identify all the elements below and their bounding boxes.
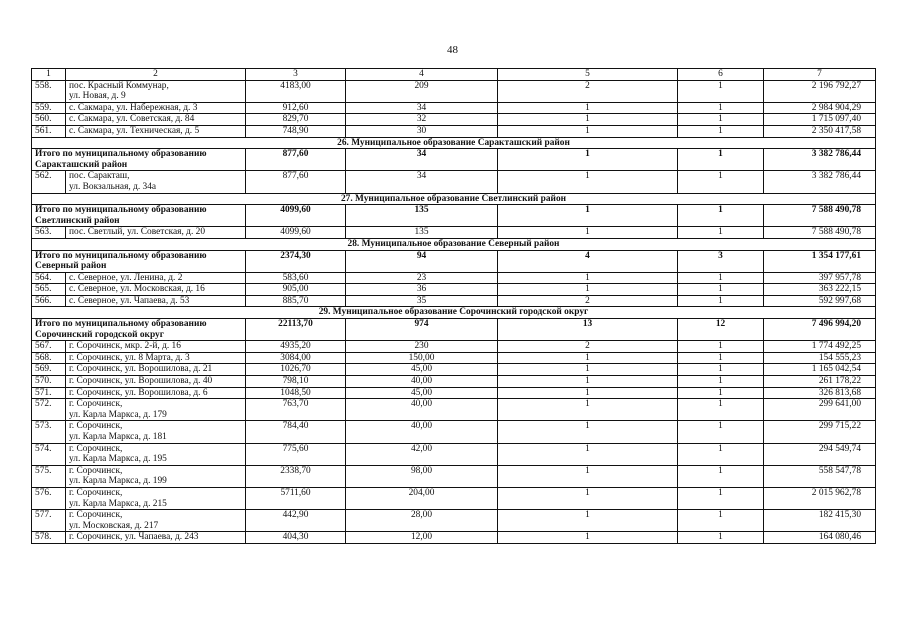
cell-amount: 3 382 786,44 xyxy=(764,149,876,171)
cell-area: 877,60 xyxy=(246,149,346,171)
cell-col4: 12,00 xyxy=(346,532,498,544)
header-cell-1: 1 xyxy=(32,69,66,81)
cell-amount: 1 354 177,61 xyxy=(764,250,876,272)
cell-area: 5711,60 xyxy=(246,487,346,509)
cell-amount: 182 415,30 xyxy=(764,510,876,532)
cell-number: 573. xyxy=(32,421,66,443)
header-cell-6: 6 xyxy=(678,69,764,81)
cell-number: 566. xyxy=(32,295,66,307)
cell-amount: 3 382 786,44 xyxy=(764,171,876,193)
cell-area: 877,60 xyxy=(246,171,346,193)
cell-amount: 1 715 097,40 xyxy=(764,114,876,126)
table-row xyxy=(32,171,876,193)
section-title: 28. Муниципальное образование Северный район xyxy=(32,238,876,250)
cell-col6: 1 xyxy=(678,149,764,171)
cell-number: 560. xyxy=(32,114,66,126)
cell-col6: 1 xyxy=(678,227,764,239)
cell-col4: 34 xyxy=(346,102,498,114)
cell-amount: 294 549,74 xyxy=(764,443,876,465)
table-row xyxy=(32,102,876,114)
cell-area: 2338,70 xyxy=(246,465,346,487)
cell-col6: 1 xyxy=(678,341,764,353)
cell-col5: 1 xyxy=(498,443,678,465)
cell-col5: 2 xyxy=(498,80,678,102)
cell-col6: 1 xyxy=(678,102,764,114)
cell-col6: 1 xyxy=(678,376,764,388)
cell-col5: 1 xyxy=(498,125,678,137)
header-cell-4: 4 xyxy=(346,69,498,81)
cell-col6: 1 xyxy=(678,352,764,364)
cell-area: 442,90 xyxy=(246,510,346,532)
cell-address: г. Сорочинск, ул. Московская, д. 217 xyxy=(66,510,246,532)
cell-col4: 42,00 xyxy=(346,443,498,465)
cell-col4: 34 xyxy=(346,171,498,193)
cell-col6: 12 xyxy=(678,319,764,341)
cell-col6: 1 xyxy=(678,387,764,399)
cell-address: с. Сакмара, ул. Советская, д. 84 xyxy=(66,114,246,126)
cell-amount: 2 350 417,58 xyxy=(764,125,876,137)
cell-area: 4099,60 xyxy=(246,227,346,239)
cell-area: 4183,00 xyxy=(246,80,346,102)
cell-number: 572. xyxy=(32,399,66,421)
cell-col6: 1 xyxy=(678,399,764,421)
cell-address: г. Сорочинск, ул. Ворошилова, д. 21 xyxy=(66,364,246,376)
table-row xyxy=(32,80,876,102)
total-row xyxy=(32,149,876,171)
cell-area: 763,70 xyxy=(246,399,346,421)
cell-col6: 1 xyxy=(678,295,764,307)
total-label: Итого по муниципальному образованию Саракташский район xyxy=(32,149,246,171)
cell-col5: 1 xyxy=(498,465,678,487)
cell-address: г. Сорочинск, мкр. 2-й, д. 16 xyxy=(66,341,246,353)
cell-col5: 1 xyxy=(498,487,678,509)
cell-number: 558. xyxy=(32,80,66,102)
cell-area: 404,30 xyxy=(246,532,346,544)
cell-number: 575. xyxy=(32,465,66,487)
cell-col5: 1 xyxy=(498,387,678,399)
cell-area: 885,70 xyxy=(246,295,346,307)
cell-address: г. Сорочинск, ул. Карла Маркса, д. 179 xyxy=(66,399,246,421)
cell-col6: 1 xyxy=(678,80,764,102)
section-title: 26. Муниципальное образование Саракташский район xyxy=(32,137,876,149)
cell-address: г. Сорочинск, ул. Карла Маркса, д. 181 xyxy=(66,421,246,443)
header-cell-7: 7 xyxy=(764,69,876,81)
cell-col4: 94 xyxy=(346,250,498,272)
cell-amount: 261 178,22 xyxy=(764,376,876,388)
cell-col4: 36 xyxy=(346,284,498,296)
cell-number: 564. xyxy=(32,272,66,284)
cell-amount: 1 165 042,54 xyxy=(764,364,876,376)
cell-col4: 40,00 xyxy=(346,376,498,388)
cell-address: г. Сорочинск, ул. 8 Марта, д. 3 xyxy=(66,352,246,364)
cell-number: 563. xyxy=(32,227,66,239)
cell-col5: 2 xyxy=(498,341,678,353)
cell-number: 559. xyxy=(32,102,66,114)
cell-col4: 23 xyxy=(346,272,498,284)
cell-address: пос. Красный Коммунар, ул. Новая, д. 9 xyxy=(66,80,246,102)
table-row xyxy=(32,125,876,137)
cell-number: 562. xyxy=(32,171,66,193)
cell-area: 2374,30 xyxy=(246,250,346,272)
table-row xyxy=(32,421,876,443)
cell-col5: 1 xyxy=(498,399,678,421)
cell-col4: 150,00 xyxy=(346,352,498,364)
cell-area: 912,60 xyxy=(246,102,346,114)
cell-col4: 30 xyxy=(346,125,498,137)
cell-number: 565. xyxy=(32,284,66,296)
cell-col6: 1 xyxy=(678,421,764,443)
cell-area: 1026,70 xyxy=(246,364,346,376)
cell-address: г. Сорочинск, ул. Ворошилова, д. 40 xyxy=(66,376,246,388)
cell-col6: 1 xyxy=(678,114,764,126)
cell-col6: 1 xyxy=(678,284,764,296)
cell-amount: 558 547,78 xyxy=(764,465,876,487)
cell-col6: 1 xyxy=(678,465,764,487)
cell-number: 569. xyxy=(32,364,66,376)
cell-address: с. Сакмара, ул. Техническая, д. 5 xyxy=(66,125,246,137)
cell-amount: 299 715,22 xyxy=(764,421,876,443)
cell-amount: 7 588 490,78 xyxy=(764,227,876,239)
cell-area: 3084,00 xyxy=(246,352,346,364)
cell-col4: 209 xyxy=(346,80,498,102)
cell-number: 561. xyxy=(32,125,66,137)
cell-amount: 164 080,46 xyxy=(764,532,876,544)
cell-number: 578. xyxy=(32,532,66,544)
cell-col4: 40,00 xyxy=(346,421,498,443)
cell-col6: 1 xyxy=(678,171,764,193)
cell-amount: 7 496 994,20 xyxy=(764,319,876,341)
cell-col5: 1 xyxy=(498,376,678,388)
cell-col5: 2 xyxy=(498,295,678,307)
cell-area: 905,00 xyxy=(246,284,346,296)
table-row xyxy=(32,443,876,465)
table-row xyxy=(32,341,876,353)
cell-number: 571. xyxy=(32,387,66,399)
header-cell-5: 5 xyxy=(498,69,678,81)
cell-address: г. Сорочинск, ул. Чапаева, д. 243 xyxy=(66,532,246,544)
header-cell-3: 3 xyxy=(246,69,346,81)
total-row xyxy=(32,250,876,272)
cell-col6: 1 xyxy=(678,443,764,465)
section-row xyxy=(32,307,876,319)
cell-amount: 7 588 490,78 xyxy=(764,205,876,227)
table-row xyxy=(32,376,876,388)
cell-area: 4935,20 xyxy=(246,341,346,353)
cell-address: с. Северное, ул. Ленина, д. 2 xyxy=(66,272,246,284)
cell-col6: 1 xyxy=(678,510,764,532)
cell-col5: 1 xyxy=(498,149,678,171)
total-label: Итого по муниципальному образованию Сорочинский городской округ xyxy=(32,319,246,341)
cell-col5: 1 xyxy=(498,171,678,193)
table-row xyxy=(32,227,876,239)
cell-col6: 1 xyxy=(678,487,764,509)
cell-number: 576. xyxy=(32,487,66,509)
table-row xyxy=(32,352,876,364)
cell-col4: 45,00 xyxy=(346,387,498,399)
cell-address: пос. Светлый, ул. Советская, д. 20 xyxy=(66,227,246,239)
cell-area: 829,70 xyxy=(246,114,346,126)
cell-amount: 326 813,68 xyxy=(764,387,876,399)
cell-col5: 1 xyxy=(498,532,678,544)
cell-col4: 230 xyxy=(346,341,498,353)
cell-amount: 154 555,23 xyxy=(764,352,876,364)
cell-area: 784,40 xyxy=(246,421,346,443)
cell-address: г. Сорочинск, ул. Карла Маркса, д. 195 xyxy=(66,443,246,465)
cell-col5: 1 xyxy=(498,421,678,443)
section-row xyxy=(32,137,876,149)
cell-col6: 1 xyxy=(678,205,764,227)
cell-amount: 2 196 792,27 xyxy=(764,80,876,102)
cell-col5: 1 xyxy=(498,102,678,114)
table-row xyxy=(32,284,876,296)
cell-col4: 35 xyxy=(346,295,498,307)
cell-col5: 1 xyxy=(498,272,678,284)
table-row xyxy=(32,272,876,284)
cell-col6: 3 xyxy=(678,250,764,272)
cell-amount: 2 015 962,78 xyxy=(764,487,876,509)
cell-amount: 397 957,78 xyxy=(764,272,876,284)
cell-col4: 98,00 xyxy=(346,465,498,487)
cell-col4: 974 xyxy=(346,319,498,341)
cell-col4: 135 xyxy=(346,205,498,227)
cell-area: 22113,70 xyxy=(246,319,346,341)
cell-address: г. Сорочинск, ул. Карла Маркса, д. 199 xyxy=(66,465,246,487)
cell-col6: 1 xyxy=(678,532,764,544)
table-row xyxy=(32,532,876,544)
cell-col5: 1 xyxy=(498,352,678,364)
cell-amount: 592 997,68 xyxy=(764,295,876,307)
table-row xyxy=(32,387,876,399)
section-title: 29. Муниципальное образование Сорочинский городской округ xyxy=(32,307,876,319)
cell-col5: 1 xyxy=(498,510,678,532)
header-cell-2: 2 xyxy=(66,69,246,81)
cell-area: 4099,60 xyxy=(246,205,346,227)
table-row xyxy=(32,114,876,126)
cell-col6: 1 xyxy=(678,125,764,137)
section-row xyxy=(32,238,876,250)
cell-col6: 1 xyxy=(678,272,764,284)
total-label: Итого по муниципальному образованию Светлинский район xyxy=(32,205,246,227)
cell-address: с. Сакмара, ул. Набережная, д. 3 xyxy=(66,102,246,114)
cell-col5: 1 xyxy=(498,114,678,126)
section-row xyxy=(32,193,876,205)
cell-area: 748,90 xyxy=(246,125,346,137)
cell-col4: 40,00 xyxy=(346,399,498,421)
cell-col4: 204,00 xyxy=(346,487,498,509)
cell-number: 570. xyxy=(32,376,66,388)
cell-col5: 4 xyxy=(498,250,678,272)
total-row xyxy=(32,205,876,227)
cell-number: 577. xyxy=(32,510,66,532)
cell-col4: 32 xyxy=(346,114,498,126)
cell-col4: 28,00 xyxy=(346,510,498,532)
cell-col5: 1 xyxy=(498,284,678,296)
cell-col4: 135 xyxy=(346,227,498,239)
table-row xyxy=(32,510,876,532)
cell-col6: 1 xyxy=(678,364,764,376)
header-row xyxy=(32,69,876,81)
cell-area: 583,60 xyxy=(246,272,346,284)
total-label: Итого по муниципальному образованию Северный район xyxy=(32,250,246,272)
cell-address: г. Сорочинск, ул. Карла Маркса, д. 215 xyxy=(66,487,246,509)
cell-amount: 299 641,00 xyxy=(764,399,876,421)
cell-area: 798,10 xyxy=(246,376,346,388)
cell-col5: 1 xyxy=(498,205,678,227)
cell-col4: 34 xyxy=(346,149,498,171)
cell-amount: 2 984 904,29 xyxy=(764,102,876,114)
cell-address: пос. Саракташ, ул. Вокзальная, д. 34а xyxy=(66,171,246,193)
table-row xyxy=(32,295,876,307)
housing-table xyxy=(31,68,876,544)
cell-address: с. Северное, ул. Московская, д. 16 xyxy=(66,284,246,296)
cell-col5: 13 xyxy=(498,319,678,341)
section-title: 27. Муниципальное образование Светлинский район xyxy=(32,193,876,205)
cell-amount: 363 222,15 xyxy=(764,284,876,296)
cell-area: 775,60 xyxy=(246,443,346,465)
cell-area: 1048,50 xyxy=(246,387,346,399)
cell-amount: 1 774 492,25 xyxy=(764,341,876,353)
cell-number: 568. xyxy=(32,352,66,364)
cell-col5: 1 xyxy=(498,227,678,239)
page-number: 48 xyxy=(447,44,458,56)
table-row xyxy=(32,487,876,509)
cell-address: г. Сорочинск, ул. Ворошилова, д. 6 xyxy=(66,387,246,399)
cell-col5: 1 xyxy=(498,364,678,376)
cell-address: с. Северное, ул. Чапаева, д. 53 xyxy=(66,295,246,307)
table-row xyxy=(32,399,876,421)
cell-col4: 45,00 xyxy=(346,364,498,376)
cell-number: 574. xyxy=(32,443,66,465)
total-row xyxy=(32,319,876,341)
table-row xyxy=(32,364,876,376)
cell-number: 567. xyxy=(32,341,66,353)
table-row xyxy=(32,465,876,487)
